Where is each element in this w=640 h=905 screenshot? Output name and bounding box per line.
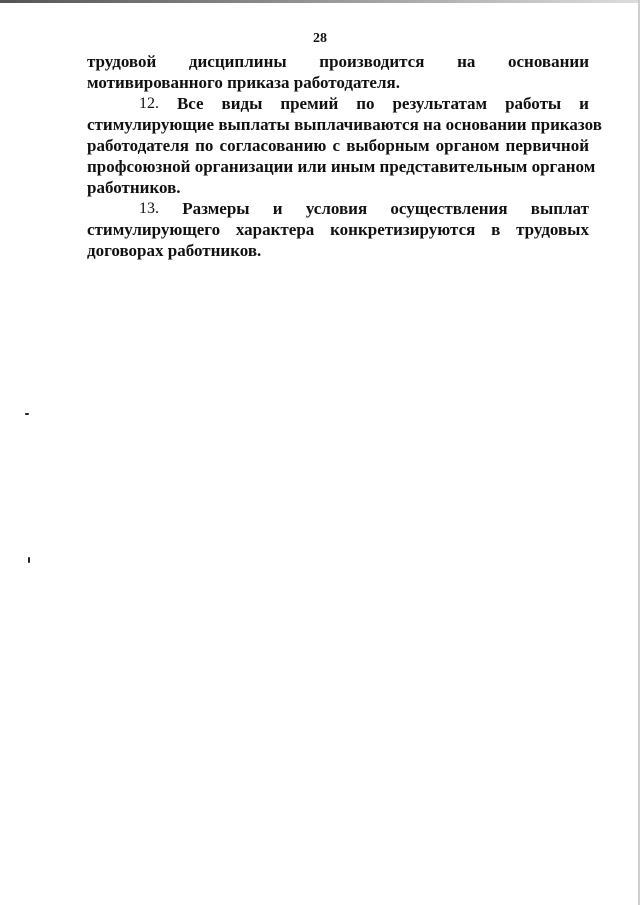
word: осуществления [390,199,508,218]
word: трудовых [516,220,589,239]
scan-artifact-mark [25,413,29,415]
paragraph-2-line-5: работников. [87,178,181,197]
paragraph-2-line-3: работодателя по согласованию с выборным органом первичной [87,136,589,155]
scan-top-border [0,0,640,3]
word: премий [280,94,339,113]
paragraph-number: 12. [139,95,159,112]
paragraph-2-line-4: профсоюзной организации или иным представительным органом [87,157,596,176]
paragraph-3-line-1 [87,198,589,219]
page-number: 28 [313,31,327,46]
word: в [491,220,501,239]
paragraph-2-line-2: стимулирующие выплаты выплачиваются на основании приказов [87,115,602,134]
word: работы [505,94,562,113]
word: виды [221,94,263,113]
word: на [457,52,476,71]
word: дисциплины [188,52,287,71]
word: и [272,199,283,218]
word: конкретизируются [330,220,476,239]
paragraph-3-line-2 [87,219,589,240]
document-body [87,51,602,261]
paragraph-2-line-1 [87,93,589,114]
scan-artifact-mark [28,557,30,563]
word: условия [305,199,368,218]
word: и [579,94,589,113]
word: Все [176,94,204,113]
paragraph-1-line-2: мотивированного приказа работодателя. [87,73,400,92]
paragraph-3-line-3: договорах работников. [87,241,262,260]
word: стимулирующего [87,220,221,239]
word: по [356,94,375,113]
word: результатам [392,94,488,113]
word: Размеры [182,199,250,218]
paragraph-1-line-1 [87,51,589,72]
word: основании [508,52,589,71]
word: характера [235,220,315,239]
paragraph-number: 13. [139,200,159,217]
word: производится [319,52,425,71]
word: выплат [530,199,589,218]
word: трудовой [87,52,157,71]
